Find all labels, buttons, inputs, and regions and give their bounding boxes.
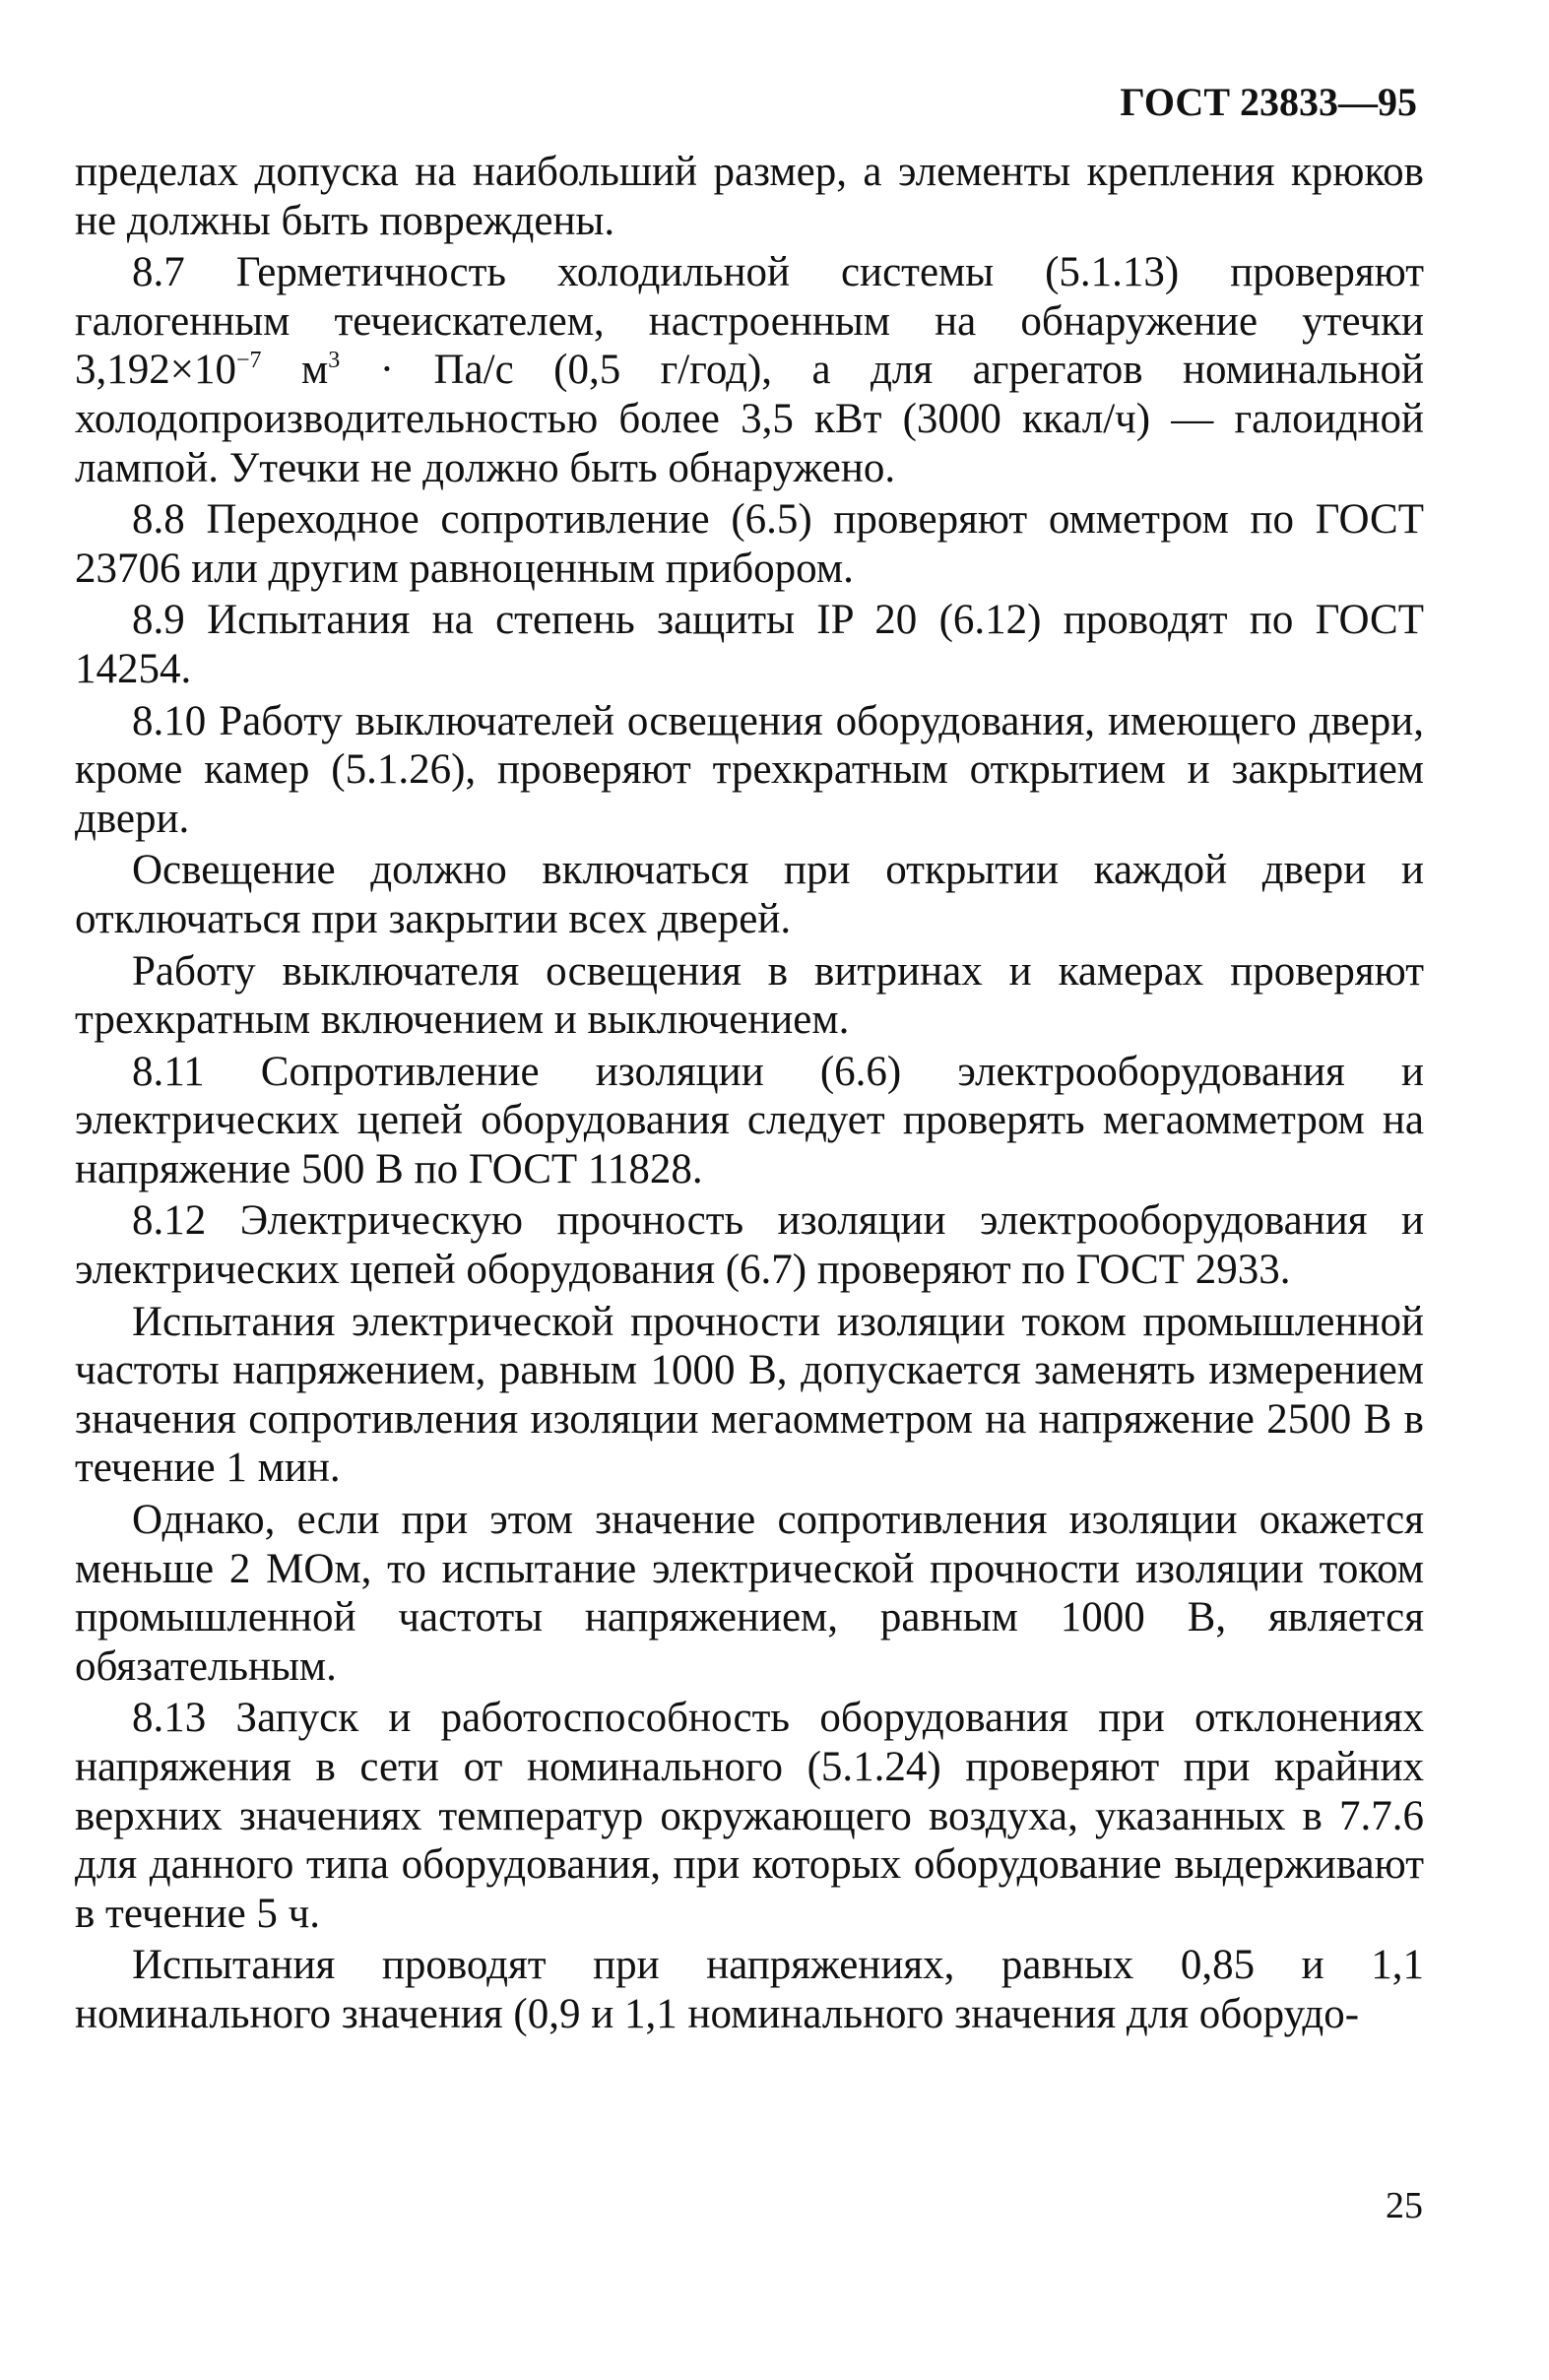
exponent-cubic: 3 — [328, 348, 341, 374]
paragraph-8-7-text-after: · Па/с (0,5 г/год), а для агрегатов номинальной холодопроизводительностью более 3,5 кВт (3000 ккал/ч) — галоидной лампой. Утечки не должно быть обнаружено. — [75, 347, 1425, 491]
paragraph-lighting-switch: Работу выключателя освещения в витринах и камерах проверяют трехкратным включением и выключением. — [75, 947, 1424, 1044]
paragraph-continuation: пределах допуска на наибольший размер, а элементы крепления крюков не должны быть повреждены. — [75, 149, 1424, 244]
paragraph-8-13: 8.13 Запуск и работоспособность оборудования при отклонениях напряжения в сети от номинального (5.1.24) проверяют при крайних верхних значениях температур окружающего воздуха, указанных в 7.7.6 для данного типа оборудования, при которых оборудование выдерживают в течение 5 ч. — [75, 1695, 1424, 1937]
document-body — [75, 148, 1424, 2042]
paragraph-8-7 — [75, 248, 1424, 492]
paragraph-8-7-text-before: 8.7 Герметичность холодильной системы (5.1.13) проверяют галогенным течеискателем, настроенным на обнаружение утечки 3,192×10 — [75, 249, 1424, 394]
paragraph-8-7-unit: м — [261, 347, 329, 394]
paragraph-however: Однако, если при этом значение сопротивления изоляции окажется меньше 2 МОм, то испытание электрической прочности изоляции током промышленной частоты напряжением, равным 1000 В, является обязательным. — [75, 1497, 1424, 1690]
paragraph-8-8: 8.8 Переходное сопротивление (6.5) проверяют омметром по ГОСТ 23706 или другим равноценным прибором. — [75, 496, 1424, 592]
paragraph-8-9: 8.9 Испытания на степень защиты IP 20 (6.12) проводят по ГОСТ 14254. — [75, 597, 1424, 692]
standard-header: ГОСТ 23833—95 — [1120, 80, 1417, 124]
page-number: 25 — [1386, 2185, 1423, 2226]
paragraph-dielectric-test: Испытания электрической прочности изоляции током промышленной частоты напряжением, равным 1000 В, допускается заменять измерением значения сопротивления изоляции мегаомметром на напряжение 2500 В в течение 1 мин. — [75, 1298, 1424, 1492]
exponent-minus-seven: −7 — [236, 348, 262, 374]
paragraph-8-12: 8.12 Электрическую прочность изоляции электрооборудования и электрических цепей оборудования (6.7) проверяют по ГОСТ 2933. — [75, 1197, 1424, 1294]
paragraph-8-10: 8.10 Работу выключателей освещения оборудования, имеющего двери, кроме камер (5.1.26), проверяют трехкратным открытием и закрытием двери. — [75, 697, 1424, 842]
paragraph-8-11: 8.11 Сопротивление изоляции (6.6) электрооборудования и электрических цепей оборудования следует проверять мегаомметром на напряжение 500 В по ГОСТ 11828. — [75, 1048, 1424, 1192]
paragraph-lighting-on: Освещение должно включаться при открытии каждой двери и отключаться при закрытии всех дверей. — [75, 847, 1424, 942]
paragraph-voltage-test: Испытания проводят при напряжениях, равных 0,85 и 1,1 номинального значения (0,9 и 1,1 номинального значения для оборудо- — [75, 1942, 1424, 2037]
